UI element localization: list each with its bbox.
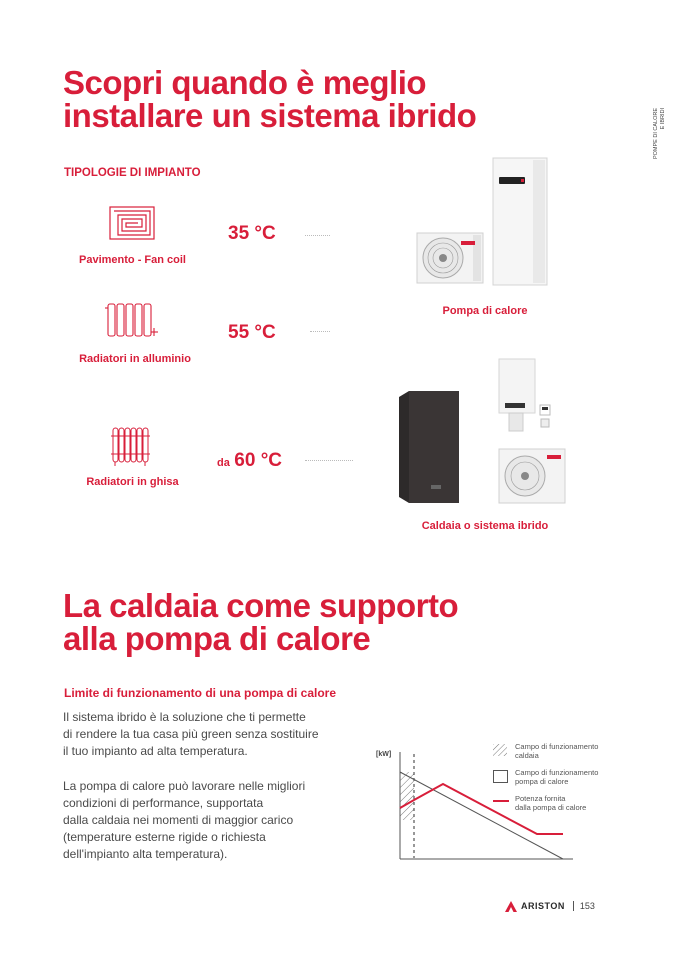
side-tab (653, 108, 667, 168)
title-line-1: Scopri quando è meglio (63, 64, 427, 101)
side-tab-line-1: POMPE DI CALORE (653, 108, 659, 160)
chart-ylabel: [kW] (376, 751, 392, 758)
footer-divider (573, 901, 574, 911)
section2-subtitle: Limite di funzionamento di una pompa di calore (64, 686, 337, 700)
hatched-swatch-icon (493, 744, 507, 756)
hybrid-system-image (395, 357, 570, 507)
boiler-area (400, 772, 414, 820)
dotted-connector (310, 331, 330, 332)
ariston-logo-icon (505, 901, 517, 912)
product-label-heat-pump: Pompa di calore (442, 305, 528, 317)
text-line: il tuo impianto ad alta temperatura. (63, 744, 248, 758)
paragraph-2 (63, 778, 373, 863)
row-temp-55: 55 °C (228, 322, 276, 343)
heat-pump-image (413, 155, 553, 290)
legend-item (493, 794, 633, 818)
legend-line: pompa di calore (515, 777, 569, 786)
text-line: dalla caldaia nei momenti di maggior carico (63, 813, 294, 827)
legend-line: caldaia (515, 751, 539, 760)
red-line-swatch-icon (493, 800, 509, 802)
text-line: La pompa di calore può lavorare nelle migliori (63, 779, 306, 793)
text-line: (temperature esterne rigide o richiesta (63, 830, 266, 844)
row-temp-35: 35 °C (228, 223, 276, 244)
legend-line: Potenza fornita (515, 794, 566, 803)
legend-line: Campo di funzionamento (515, 742, 599, 751)
title-line-1: La caldaia come supporto (63, 587, 459, 624)
text-line: Il sistema ibrido è la soluzione che ti permette (63, 710, 306, 724)
product-label-hybrid: Caldaia o sistema ibrido (421, 520, 549, 532)
page-number: 153 (579, 901, 595, 911)
legend-line: dalla pompa di calore (515, 803, 587, 812)
text-line: dell'impianto alta temperatura). (63, 847, 228, 861)
row-temp-60 (217, 450, 282, 472)
dotted-connector (305, 235, 330, 236)
legend-item (493, 742, 633, 766)
row-label-aluminium: Radiatori in alluminio (79, 353, 191, 365)
side-tab-line-2: E IBRIDI (660, 108, 666, 130)
title-line-2: alla pompa di calore (63, 620, 371, 657)
section1-title (63, 66, 476, 132)
row-label-cast-iron: Radiatori in ghisa (86, 476, 179, 488)
aluminium-radiator-icon (104, 298, 160, 340)
chart-legend (493, 742, 633, 818)
brand-name: ARISTON (521, 901, 565, 911)
temp-value: 60 °C (234, 450, 283, 471)
temp-prefix: da (217, 457, 230, 469)
cast-iron-radiator-icon (109, 424, 157, 468)
title-line-2: installare un sistema ibrido (63, 97, 477, 134)
floor-heating-icon (108, 205, 156, 243)
dotted-connector (305, 460, 353, 461)
empty-swatch-icon (493, 770, 508, 783)
section1-subtitle: TIPOLOGIE DI IMPIANTO (64, 167, 201, 179)
text-line: condizioni di performance, supportata (63, 796, 264, 810)
paragraph-1 (63, 709, 373, 760)
legend-item (493, 768, 633, 792)
legend-line: Campo di funzionamento (515, 768, 599, 777)
footer (505, 899, 595, 913)
row-label-floor: Pavimento - Fan coil (79, 254, 186, 266)
section2-title (63, 589, 458, 655)
text-line: di rendere la tua casa più green senza sostituire (63, 727, 319, 741)
